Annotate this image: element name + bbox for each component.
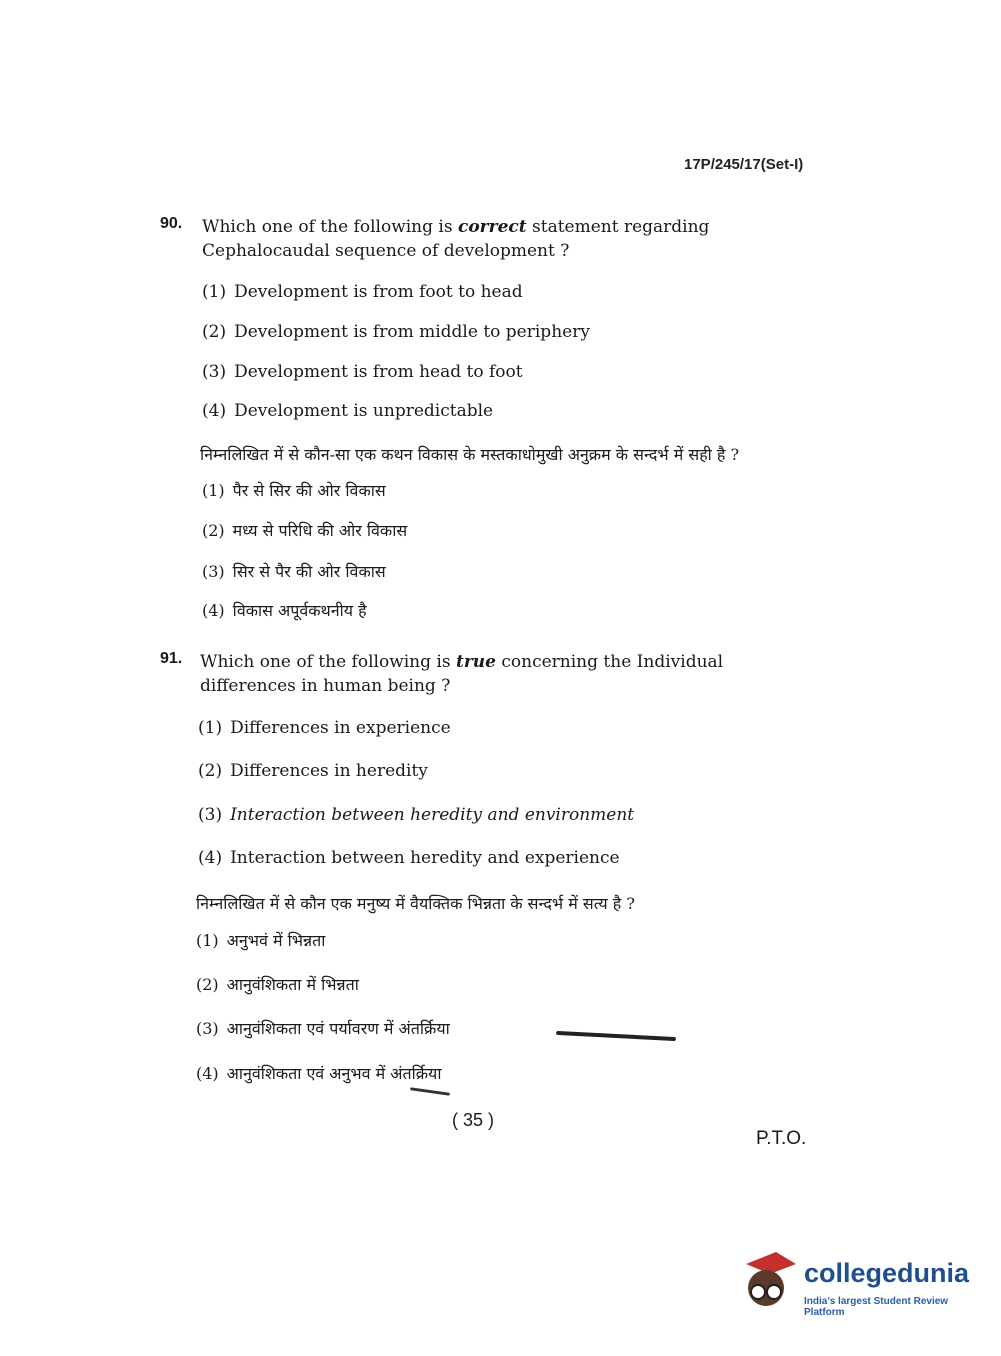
- brand-name: collegedunia: [804, 1258, 970, 1288]
- pen-underline: [410, 1087, 450, 1096]
- pto-label: P.T.O.: [756, 1128, 807, 1149]
- question-91: [160, 650, 820, 698]
- collegedunia-logo: [740, 1248, 970, 1318]
- option-91-1: (1) Differences in experience: [198, 718, 451, 738]
- question-number: 91.: [160, 650, 183, 667]
- hindi-option-91-3: (3) आनुवंशिकता एवं पर्यावरण में अंतर्क्रिया: [196, 1019, 450, 1038]
- brand-tagline: India's largest Student Review Platform: [804, 1296, 949, 1318]
- hindi-question-91: निम्नलिखित में से कौन एक मनुष्य में वैयक्तिक भिन्नता के सन्दर्भ में सत्य है ?: [196, 894, 635, 913]
- option-90-4: (4) Development is unpredictable: [202, 401, 494, 421]
- option-90-3: (3) Development is from head to foot: [202, 362, 523, 382]
- paper-code: 17P/245/17(Set-I): [684, 156, 804, 173]
- question-emphasis: correct: [457, 217, 527, 237]
- page-number: ( 35 ): [452, 1110, 495, 1130]
- hindi-option-91-4: (4) आनुवंशिकता एवं अनुभव में अंतर्क्रिया: [196, 1064, 442, 1083]
- option-90-1: (1) Development is from foot to head: [202, 282, 523, 302]
- option-91-2: (2) Differences in heredity: [198, 761, 428, 781]
- question-emphasis: true: [455, 652, 496, 672]
- hindi-option-90-2: (2) मध्य से परिधि की ओर विकास: [202, 521, 408, 540]
- hindi-option-90-1: (1) पैर से सिर की ओर विकास: [202, 481, 386, 500]
- question-number: 90.: [160, 215, 183, 232]
- option-91-4: (4) Interaction between heredity and experience: [198, 848, 620, 868]
- option-90-2: (2) Development is from middle to periphery: [202, 322, 590, 342]
- hindi-question-90: निम्नलिखित में से कौन-सा एक कथन विकास के मस्तकाधोमुखी अनुक्रम के सन्दर्भ में सही है ?: [200, 445, 740, 464]
- hindi-option-90-4: (4) विकास अपूर्वकथनीय है: [202, 601, 367, 620]
- hindi-option-90-3: (3) सिर से पैर की ओर विकास: [202, 562, 386, 581]
- question-text: Which one of the following is correct statement regarding Cephalocaudal sequence of development ?: [202, 217, 710, 261]
- question-90: [160, 215, 820, 263]
- mascot-icon: [740, 1248, 800, 1312]
- pen-mark: [556, 1031, 676, 1041]
- question-text: Which one of the following is true concerning the Individual differences in human being ?: [200, 652, 724, 696]
- hindi-option-91-2: (2) आनुवंशिकता में भिन्नता: [196, 975, 359, 994]
- hindi-option-91-1: (1) अनुभवं में भिन्नता: [196, 931, 326, 950]
- option-91-3: (3) Interaction between heredity and environment: [198, 805, 635, 825]
